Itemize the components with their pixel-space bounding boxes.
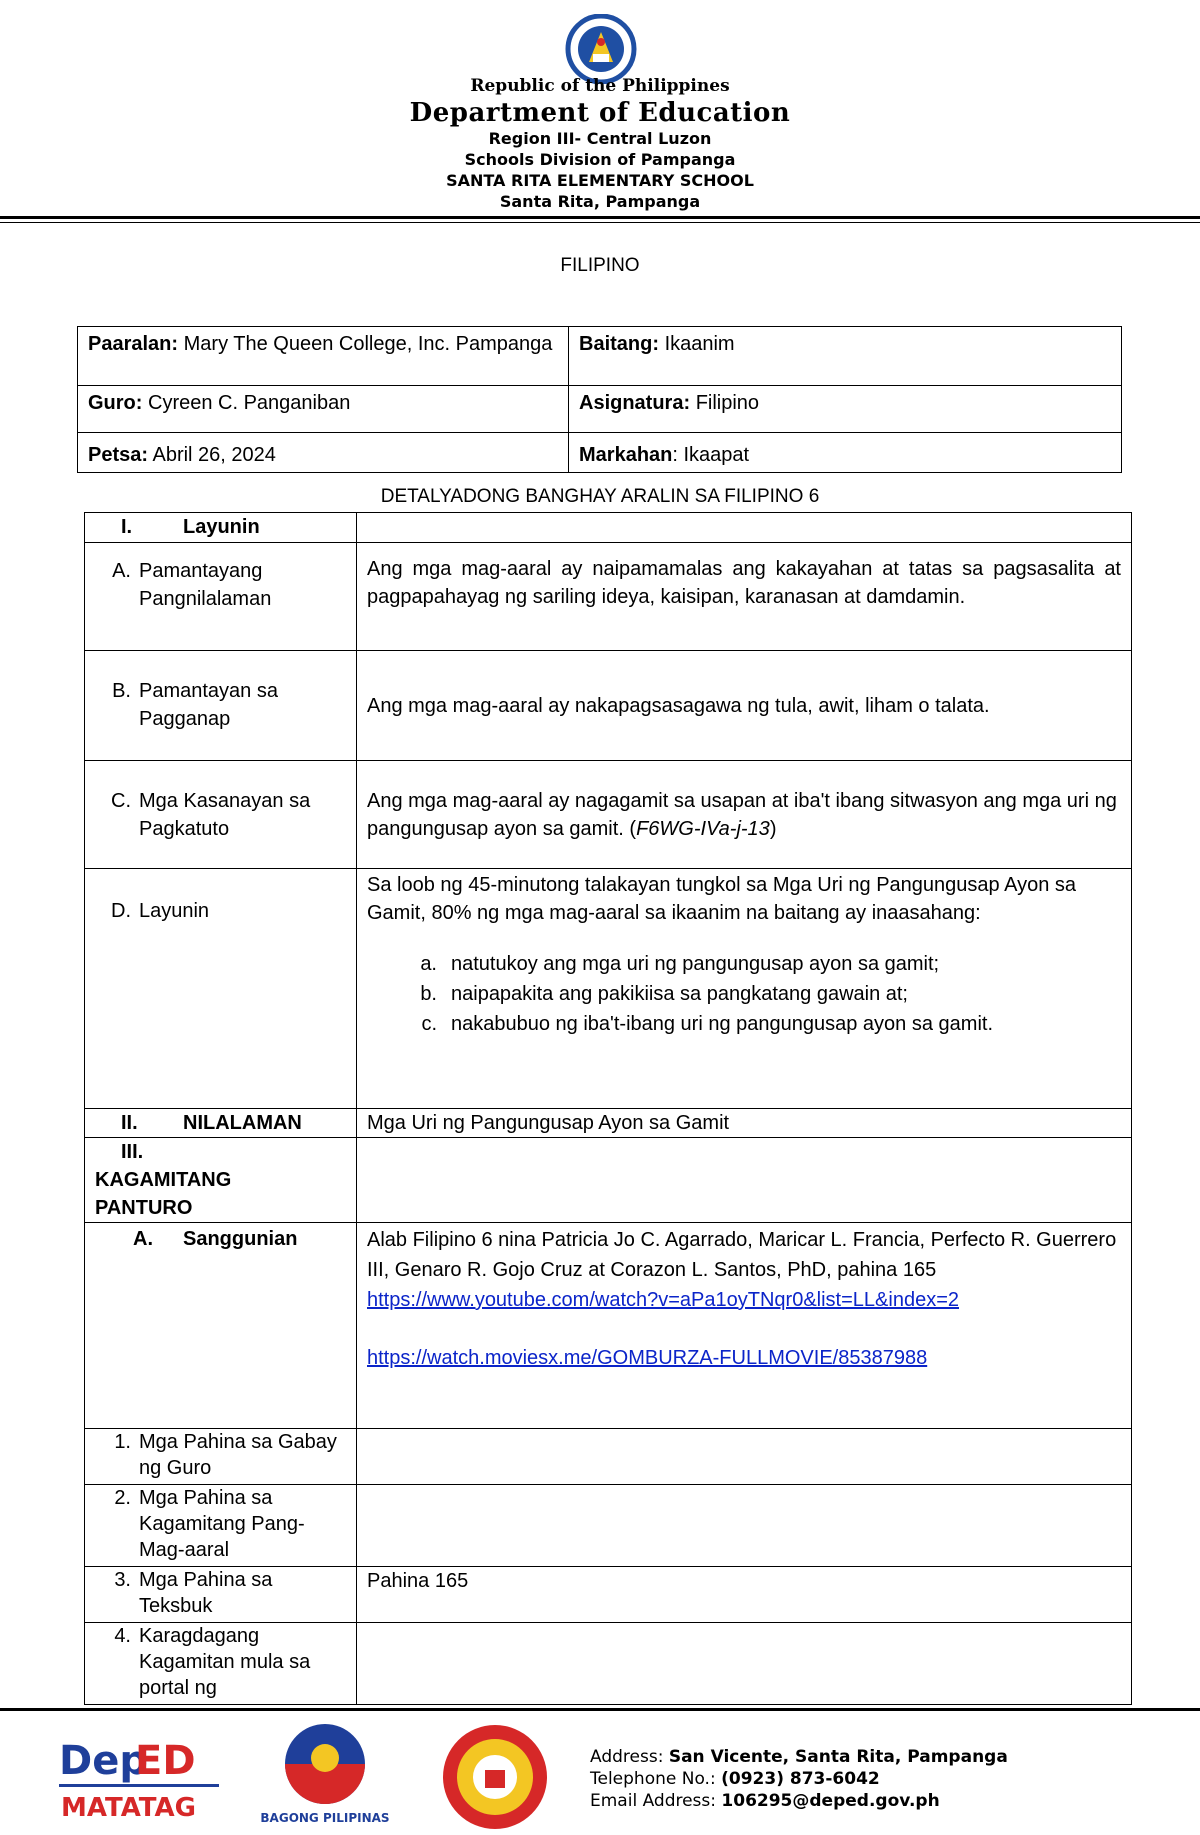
row-additional-materials: 4. Karagdagang Kagamitan mula sa portal ng — [85, 1623, 1132, 1705]
list-item: a. natutukoy ang mga uri ng pangungusap ayon sa gamit; — [420, 953, 940, 975]
additional-materials-text — [357, 1623, 1132, 1705]
performance-standard-text: Ang mga mag-aaral ay nakapagsasagawa ng tula, awit, liham o talata. — [357, 651, 1132, 761]
competency-code: F6WG-IVa-j-13 — [636, 818, 770, 840]
school-value: Mary The Queen College, Inc. Pampanga — [183, 333, 553, 355]
quarter-cell: Markahan: Ikaapat — [569, 433, 1122, 473]
row-references: A. Sanggunian Alab Filipino 6 nina Patricia Jo C. Agarrado, Maricar L. Francia, Perfecto R. Guerrero III, Genaro R. Gojo Cruz at Corazon L. Santos, PhD, pahina 165 https://www.youtube.com/watch?v=aPa1oyTNqr0&list=LL&index=2 https://watch.moviesx.me/GOMBURZA-FULLMOVIE/85387988 — [85, 1223, 1132, 1429]
bagong-pilipinas-logo-icon — [240, 1718, 410, 1830]
footer-address: Address: San Vicente, Santa Rita, Pampanga — [590, 1747, 1008, 1767]
svg-text:MATATAG: MATATAG — [61, 1793, 196, 1823]
svg-text:ED: ED — [135, 1738, 196, 1784]
movie-link[interactable]: https://watch.moviesx.me/GOMBURZA-FULLMOVIE/85387988 — [367, 1347, 928, 1369]
school-cell: Paaralan: Mary The Queen College, Inc. Pampanga — [78, 327, 569, 386]
teacher-cell: Guro: Cyreen C. Panganiban — [78, 386, 569, 433]
row-learner-material: 2. Mga Pahina sa Kagamitang Pang-Mag-aaral — [85, 1485, 1132, 1567]
teacher-guide-label: Mga Pahina sa Gabay ng Guro — [139, 1431, 337, 1479]
content-standard-label: Pamantayang Pangnilalaman — [139, 560, 272, 610]
row-materials: III.KAGAMITANG PANTURO — [85, 1138, 1132, 1223]
header-divider — [0, 216, 1200, 219]
content-text: Mga Uri ng Pangungusap Ayon sa Gamit — [357, 1109, 1132, 1138]
quarter-value: : Ikaapat — [672, 444, 750, 466]
row-objectives: I. Layunin — [85, 513, 1132, 543]
subject-title: FILIPINO — [560, 255, 640, 276]
row-content-standard: A. Pamantayang Pangnilalaman Ang mga mag-aaral ay naipamamalas ang kakayahan at tatas sa pagsasalita at pagpapahayag ng sariling ideya, kaisipan, karanasan at damdamin. — [85, 543, 1132, 651]
objectives-detail-cell — [357, 869, 1132, 1109]
footer-divider — [0, 1708, 1200, 1711]
competencies-text: Ang mga mag-aaral ay nagagamit sa usapan at iba't ibang sitwasyon ang mga uri ng pangungusap ayon sa gamit. (F6WG-IVa-j-13) — [357, 761, 1132, 869]
references-cell — [357, 1223, 1132, 1429]
objectives-heading: Layunin — [183, 516, 260, 538]
header-divider-thin — [0, 222, 1200, 223]
learner-material-label: Mga Pahina sa Kagamitang Pang-Mag-aaral — [139, 1487, 305, 1561]
row-textbook: 3. Mga Pahina sa Teksbuk Pahina 165 — [85, 1567, 1132, 1623]
grade-cell: Baitang: Ikaanim — [569, 327, 1122, 386]
list-item: c. nakabubuo ng iba't-ibang uri ng pangungusap ayon sa gamit. — [421, 1013, 994, 1035]
content-standard-text: Ang mga mag-aaral ay naipamamalas ang kakayahan at tatas sa pagsasalita at pagpapahayag ng sariling ideya, kaisipan, karanasan at damdamin. — [357, 543, 1132, 651]
objectives-list — [367, 949, 1121, 1039]
learner-material-text — [357, 1485, 1132, 1567]
textbook-text: Pahina 165 — [357, 1567, 1132, 1623]
lesson-plan-title: DETALYADONG BANGHAY ARALIN SA FILIPINO 6 — [380, 486, 820, 507]
school-town: Santa Rita, Pampanga — [499, 192, 701, 211]
objectives-detail-label: Layunin — [139, 900, 210, 922]
performance-standard-label: Pamantayan sa Pagganap — [139, 680, 278, 730]
youtube-link[interactable]: https://www.youtube.com/watch?v=aPa1oyTNqr0&list=LL&index=2 — [367, 1289, 959, 1311]
content-heading: NILALAMAN — [183, 1112, 302, 1134]
deped-matatag-logo-icon — [55, 1730, 225, 1830]
division-text: Schools Division of Pampanga — [464, 150, 736, 169]
grade-value: Ikaanim — [664, 333, 735, 355]
row-teacher-guide: 1. Mga Pahina sa Gabay ng Guro — [85, 1429, 1132, 1485]
subject-value: Filipino — [695, 392, 760, 414]
date-value: Abril 26, 2024 — [152, 444, 276, 466]
svg-text:BAGONG PILIPINAS: BAGONG PILIPINAS — [260, 1811, 390, 1825]
teacher-value: Cyreen C. Panganiban — [148, 392, 351, 414]
santa-rita-school-seal-icon — [425, 1722, 565, 1832]
deped-seal-icon — [553, 14, 649, 84]
info-table — [77, 326, 1122, 473]
date-cell: Petsa: Abril 26, 2024 — [78, 433, 569, 473]
textbook-label: Mga Pahina sa Teksbuk — [139, 1569, 273, 1617]
competencies-label: Mga Kasanayan sa Pagkatuto — [139, 790, 311, 840]
school-name: SANTA RITA ELEMENTARY SCHOOL — [446, 171, 754, 190]
additional-materials-label: Karagdagang Kagamitan mula sa portal ng — [139, 1625, 311, 1699]
row-performance-standard: B. Pamantayan sa Pagganap Ang mga mag-aaral ay nakapagsasagawa ng tula, awit, liham o talata. — [85, 651, 1132, 761]
republic-text: Republic of the Philippines — [470, 76, 730, 96]
references-text: Alab Filipino 6 nina Patricia Jo C. Agarrado, Maricar L. Francia, Perfecto R. Guerrero III, Genaro R. Gojo Cruz at Corazon L. Santos, PhD, pahina 165 — [367, 1229, 1117, 1281]
row-objectives-detail: D. Layunin Sa loob ng 45-minutong talakayan tungkol sa Mga Uri ng Pangungusap Ayon sa Gamit, 80% ng mga mag-aaral sa ikaanim na baitang ay inaasahang: a. natutukoy ang mga uri ng pangungusap ayon sa gamit; b. naipapakita ang pakikiisa sa pangkatang gawain at; c. nakabubuo ng iba't-ibang uri ng pangungusap ayon sa gamit. — [85, 869, 1132, 1109]
lesson-plan-table — [84, 512, 1132, 1705]
region-text: Region III- Central Luzon — [488, 129, 712, 148]
references-heading: Sanggunian — [183, 1228, 298, 1250]
row-content: II. NILALAMAN Mga Uri ng Pangungusap Ayon sa Gamit — [85, 1109, 1132, 1138]
materials-heading: KAGAMITANG PANTURO — [95, 1169, 232, 1219]
teacher-guide-text — [357, 1429, 1132, 1485]
department-title: Department of Education — [409, 98, 791, 128]
row-competencies: C. Mga Kasanayan sa Pagkatuto Ang mga mag-aaral ay nagagamit sa usapan at iba't ibang sitwasyon ang mga uri ng pangungusap ayon sa gamit. (F6WG-IVa-j-13) — [85, 761, 1132, 869]
footer-phone: Telephone No.: (0923) 873-6042 — [590, 1769, 880, 1789]
list-item: b. naipapakita ang pakikiisa sa pangkatang gawain at; — [420, 983, 908, 1005]
footer-email: Email Address: 106295@deped.gov.ph — [590, 1791, 940, 1811]
subject-cell: Asignatura: Filipino — [569, 386, 1122, 433]
svg-text:Dep: Dep — [59, 1738, 148, 1784]
objectives-intro: Sa loob ng 45-minutong talakayan tungkol sa Mga Uri ng Pangungusap Ayon sa Gamit, 80% ng mga mag-aaral sa ikaanim na baitang ay inaasahang: — [367, 874, 1077, 924]
